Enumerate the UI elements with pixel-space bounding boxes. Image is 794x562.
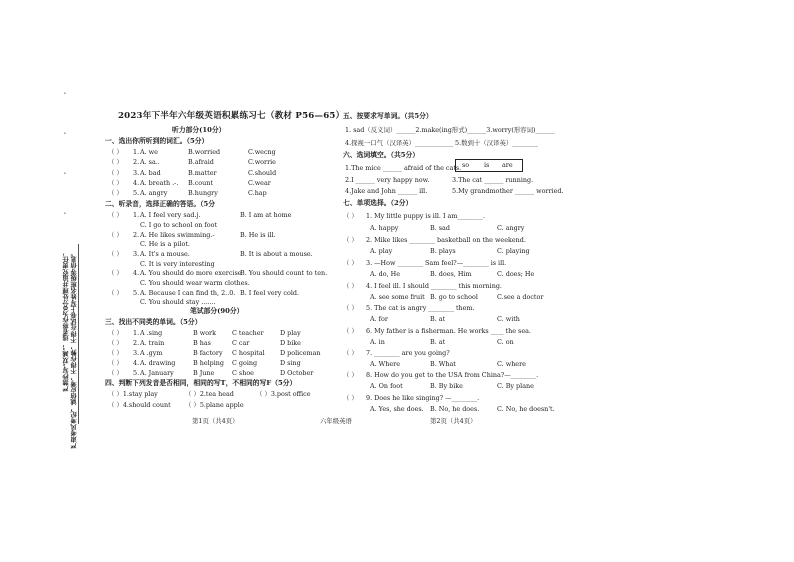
option-a: A .gym bbox=[140, 349, 163, 357]
fill-blank-line[interactable]: 2.I ______ very happy now. bbox=[345, 176, 430, 184]
option-c: C hospital bbox=[232, 349, 265, 357]
option-b: B. plays bbox=[430, 247, 456, 255]
answer-bracket[interactable]: （ ） bbox=[108, 349, 123, 357]
option-a: A. You should do more exercise bbox=[140, 269, 242, 277]
section-6-heading: 六、选词填空。（共5分） bbox=[343, 151, 420, 159]
question-number: 2. bbox=[133, 339, 140, 347]
answer-bracket[interactable]: （ ） bbox=[108, 339, 123, 347]
question-text: 4. I feel ill. I should ________ this morning. bbox=[366, 282, 502, 290]
option-a: A .sing bbox=[140, 329, 163, 337]
option-b: B. You should count to ten. bbox=[240, 269, 328, 277]
option-c: C going bbox=[232, 359, 258, 367]
option-b: B factory bbox=[193, 349, 223, 357]
binding-mark: · bbox=[62, 172, 69, 175]
option-c: C.wear bbox=[248, 179, 271, 187]
answer-bracket[interactable]: （ ） bbox=[343, 349, 358, 357]
option-b: B. at bbox=[430, 315, 446, 323]
question-text: 8. How do you get to the USA from China?—________. bbox=[366, 371, 539, 379]
option-c: C. No, he doesn't. bbox=[497, 405, 555, 413]
answer-bracket[interactable]: （ ） bbox=[108, 329, 123, 337]
question-number: 1. bbox=[133, 329, 140, 337]
option-a: A. train bbox=[140, 339, 165, 347]
question-text: 1. My little puppy is ill. I am________. bbox=[366, 212, 485, 220]
option-b: B. It is about a mouse. bbox=[240, 250, 313, 258]
answer-bracket[interactable]: （ ） bbox=[108, 231, 123, 239]
option-c: C. does; He bbox=[497, 270, 535, 278]
answer-bracket[interactable]: （ ） bbox=[108, 189, 123, 197]
option-b: B. sad bbox=[430, 224, 450, 232]
question-number: 1. bbox=[133, 211, 140, 219]
option-b: B. By bike bbox=[430, 382, 463, 390]
option-a: A. On foot bbox=[370, 382, 403, 390]
option-c: C.should bbox=[248, 169, 277, 177]
option-a: A. January bbox=[140, 369, 174, 377]
word-bank-word: is bbox=[484, 161, 490, 169]
option-c: C car bbox=[232, 339, 250, 347]
option-b: B helping bbox=[193, 359, 225, 367]
option-b: B. go to school bbox=[430, 293, 478, 301]
answer-bracket[interactable]: （ ） bbox=[108, 211, 123, 219]
answer-bracket[interactable]: （ ） bbox=[108, 359, 123, 367]
word-bank-box bbox=[455, 159, 523, 172]
question-number: 3. bbox=[133, 169, 140, 177]
option-b: B. He is ill. bbox=[240, 231, 276, 239]
option-b: B. I am at home bbox=[240, 211, 292, 219]
pronunciation-item[interactable]: （ ）5.plane apple bbox=[185, 401, 244, 409]
option-b: B.count bbox=[188, 179, 213, 187]
section-3-heading: 三、找出不同类的单词。（5分） bbox=[105, 318, 202, 326]
option-a: A. see some fruit bbox=[370, 293, 425, 301]
option-d: D policeman bbox=[280, 349, 321, 357]
fill-blank-line[interactable]: 3.The cat ______ running. bbox=[452, 176, 534, 184]
option-b: B. at bbox=[430, 338, 446, 346]
binding-mark: · bbox=[62, 92, 69, 95]
question-number: 4. bbox=[133, 179, 140, 187]
option-b: B.hungry bbox=[188, 189, 218, 197]
option-a: A. in bbox=[370, 338, 385, 346]
option-d: D October bbox=[280, 369, 314, 377]
question-number: 1. bbox=[133, 148, 140, 156]
option-c: C. I go to school on foot bbox=[140, 221, 218, 229]
question-number: 2. bbox=[133, 231, 140, 239]
answer-bracket[interactable]: （ ） bbox=[343, 259, 358, 267]
option-a: A. Because I can find th, 2..0. bbox=[140, 289, 236, 297]
question-number: 2. bbox=[133, 158, 140, 166]
writing-label: 笔试部分(90分） bbox=[190, 307, 244, 315]
option-a: A. It's a mouse. bbox=[140, 250, 190, 258]
option-b: B. What bbox=[430, 360, 456, 368]
option-b: B.matter bbox=[188, 169, 217, 177]
answer-bracket[interactable]: （ ） bbox=[108, 369, 123, 377]
word-form-line-1[interactable]: 1. sad（反义词）______2.make(ing形式)______3.worry(形容词)______ bbox=[345, 126, 555, 134]
fill-blank-line[interactable]: 4.Jake and John ______ ill. bbox=[345, 187, 428, 195]
option-b: B. I feel very cold. bbox=[240, 289, 300, 297]
option-b: B. does, Him bbox=[430, 270, 472, 278]
option-a: A. play bbox=[370, 247, 393, 255]
binding-mark: · bbox=[62, 132, 69, 135]
option-a: A. angry bbox=[140, 189, 168, 197]
answer-bracket[interactable]: （ ） bbox=[108, 169, 123, 177]
page-number-right: 第2页（共4页） bbox=[430, 417, 477, 425]
section-2-heading: 二、听录音，选择正确的答语。（5分 bbox=[105, 200, 216, 208]
pronunciation-item[interactable]: （ ）1.stay play bbox=[108, 390, 158, 398]
option-a: A. I feel very sad.j. bbox=[140, 211, 201, 219]
option-d: D play bbox=[280, 329, 301, 337]
answer-bracket[interactable]: （ ） bbox=[343, 282, 358, 290]
word-form-line-2[interactable]: 4.探视一口气（汉译英）____________ bbox=[345, 139, 454, 147]
option-a: A. bad bbox=[140, 169, 161, 177]
option-c: C shoe bbox=[232, 369, 254, 377]
question-number: 4. bbox=[133, 269, 140, 277]
side-rule-text: 严禁抄写“双减”，违者将作为0分处理并追究责任， bbox=[63, 250, 70, 392]
option-b: B.afraid bbox=[188, 158, 214, 166]
option-a: A. Yes, she does. bbox=[370, 405, 424, 413]
section-1-heading: 一、选出你所听到的词汇。（5分） bbox=[105, 137, 209, 145]
option-b: B work bbox=[193, 329, 216, 337]
section-5-heading: 五、按要求写单词。（共5分） bbox=[343, 112, 433, 120]
question-text: 5. The cat is angry ________ them. bbox=[366, 304, 475, 312]
answer-bracket[interactable]: （ ） bbox=[343, 394, 358, 402]
option-c: C. with bbox=[497, 315, 520, 323]
binding-marks bbox=[60, 92, 72, 222]
word-bank-word: are bbox=[502, 161, 513, 169]
question-text: 7. ________ are you going? bbox=[366, 349, 450, 357]
option-a: A. drawing bbox=[140, 359, 176, 367]
question-text: 9. Does he like singing? —________. bbox=[366, 394, 480, 402]
answer-bracket[interactable]: （ ） bbox=[108, 289, 123, 297]
answer-bracket[interactable]: （ ） bbox=[343, 371, 358, 379]
question-number: 5. bbox=[133, 369, 140, 377]
subject-label: 六年级英语 bbox=[320, 417, 352, 425]
option-c: C. on bbox=[497, 338, 514, 346]
option-b: B June bbox=[193, 369, 215, 377]
word-form-line-3[interactable]: 5.数到十（汉译英）________ bbox=[455, 139, 538, 147]
option-c: C.worrie bbox=[248, 158, 276, 166]
word-bank-word: so bbox=[462, 161, 470, 169]
question-number: 5. bbox=[133, 289, 140, 297]
answer-bracket[interactable]: （ ） bbox=[343, 304, 358, 312]
option-c: C.see a doctor bbox=[497, 293, 544, 301]
option-c: C. It is very interesting bbox=[140, 260, 215, 268]
question-number: 3. bbox=[133, 250, 140, 258]
binding-mark: · bbox=[62, 212, 69, 215]
side-rule-text-2: 严肃考风考纪，诚信应考，不得作弊，不得在试卷上写姓名班级等信息。 bbox=[71, 250, 78, 449]
option-d: D sing bbox=[280, 359, 301, 367]
section-4-heading: 四、判断下列发音是否相同，相同的写T，不相同的写F（5分） bbox=[105, 379, 297, 387]
option-a: A. breath .-. bbox=[140, 179, 179, 187]
answer-bracket[interactable]: （ ） bbox=[343, 212, 358, 220]
section-7-heading: 七、单项选择。（2分） bbox=[343, 199, 413, 207]
fill-blank-line[interactable]: 1.The mice ______ afraid of the cats. bbox=[345, 164, 462, 172]
fill-blank-line[interactable]: 5.My grandmother ______ worried. bbox=[452, 187, 564, 195]
listening-label: 听力部分(10分） bbox=[172, 126, 226, 134]
option-a: A. Where bbox=[370, 360, 400, 368]
option-c: C.hap bbox=[248, 189, 267, 197]
option-b: B.worried bbox=[188, 148, 221, 156]
option-a: A. happy bbox=[370, 224, 399, 232]
page-number-left: 第1页（共4页） bbox=[192, 417, 239, 425]
option-b: B has bbox=[193, 339, 211, 347]
answer-bracket[interactable]: （ ） bbox=[343, 236, 358, 244]
option-b: B. No, he does. bbox=[430, 405, 480, 413]
question-text: 3. —How ________ Sam feel?—________ is ill. bbox=[366, 259, 507, 267]
option-a: A. sa.. bbox=[140, 158, 160, 166]
question-number: 4. bbox=[133, 359, 140, 367]
option-c: C. You should stay ....... bbox=[140, 298, 216, 306]
answer-bracket[interactable]: （ ） bbox=[343, 327, 358, 335]
option-c: C teacher bbox=[232, 329, 264, 337]
option-a: A. He likes swimming.- bbox=[140, 231, 215, 239]
question-text: 2. Mike likes ________ basketball on the weekend. bbox=[366, 236, 526, 244]
option-a: A. we bbox=[140, 148, 158, 156]
answer-bracket[interactable]: （ ） bbox=[108, 158, 123, 166]
question-number: 5. bbox=[133, 189, 140, 197]
option-c: C. where bbox=[497, 360, 526, 368]
option-a: A. for bbox=[370, 315, 388, 323]
option-d: D bike bbox=[280, 339, 301, 347]
answer-bracket[interactable]: （ ） bbox=[108, 148, 123, 156]
pronunciation-item[interactable]: （ ）4.should count bbox=[108, 401, 171, 409]
option-c: C. You should wear warm clothes. bbox=[140, 279, 250, 287]
option-c: C.wecng bbox=[248, 148, 276, 156]
option-c: C. He is a pilot. bbox=[140, 240, 190, 248]
option-a: A. do, He bbox=[370, 270, 401, 278]
pronunciation-item[interactable]: （ ）2.tea head bbox=[185, 390, 234, 398]
answer-bracket[interactable]: （ ） bbox=[108, 269, 123, 277]
answer-bracket[interactable]: （ ） bbox=[108, 250, 123, 258]
question-number: 3. bbox=[133, 349, 140, 357]
page-title: 2023年下半年六年级英语积累练习七（教材 P56—65） bbox=[118, 111, 345, 121]
side-rules bbox=[63, 250, 83, 449]
answer-bracket[interactable]: （ ） bbox=[108, 179, 123, 187]
option-c: C. playing bbox=[497, 247, 530, 255]
option-c: C. By plane bbox=[497, 382, 534, 390]
question-text: 6. My father is a fisherman. He works ____ the sea. bbox=[366, 327, 531, 335]
option-c: C. angry bbox=[497, 224, 525, 232]
pronunciation-item[interactable]: （ ）3.post office bbox=[256, 390, 311, 398]
